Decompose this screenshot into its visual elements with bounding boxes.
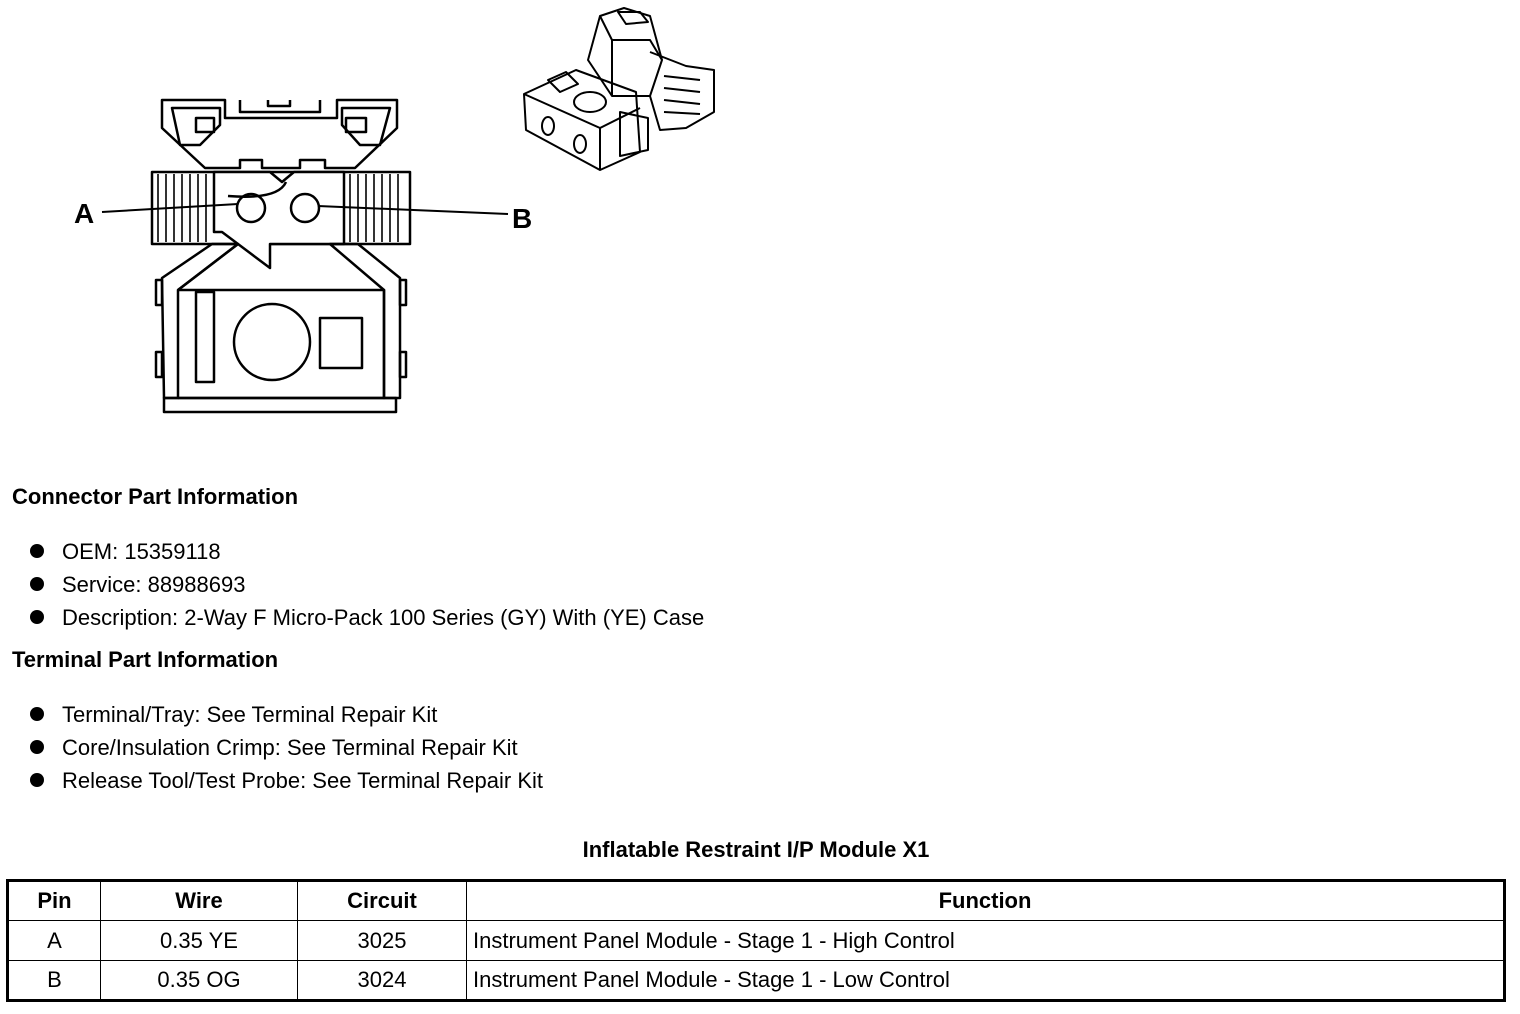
list-item: Terminal/Tray: See Terminal Repair Kit — [30, 698, 543, 731]
cell-function: Instrument Panel Module - Stage 1 - Low Control — [467, 961, 1505, 1001]
list-item: Service: 88988693 — [30, 568, 704, 601]
bullet-icon — [30, 610, 44, 624]
bullet-icon — [30, 773, 44, 787]
connector-diagram — [0, 0, 760, 440]
connector-part-heading: Connector Part Information — [12, 484, 299, 509]
pinout-table — [6, 879, 1506, 1002]
cell-wire: 0.35 YE — [101, 921, 298, 961]
connector-part-list — [30, 535, 704, 634]
table-header-row — [8, 881, 1505, 921]
header-wire: Wire — [101, 881, 298, 921]
list-item: Core/Insulation Crimp: See Terminal Repair Kit — [30, 731, 543, 764]
pin-b-callout: B — [512, 203, 533, 234]
cell-wire: 0.35 OG — [101, 961, 298, 1001]
connector-face-view — [102, 100, 508, 412]
header-function: Function — [467, 881, 1505, 921]
connector-iso-view — [524, 8, 714, 170]
pin-a-callout: A — [74, 198, 95, 229]
table-row — [8, 921, 1505, 961]
list-item: Description: 2-Way F Micro-Pack 100 Series (GY) With (YE) Case — [30, 601, 704, 634]
terminal-part-list — [30, 698, 543, 797]
bullet-icon — [30, 577, 44, 591]
cell-circuit: 3025 — [298, 921, 467, 961]
table-title: Inflatable Restraint I/P Module X1 — [582, 837, 930, 862]
cell-function: Instrument Panel Module - Stage 1 - High Control — [467, 921, 1505, 961]
list-item: Release Tool/Test Probe: See Terminal Repair Kit — [30, 764, 543, 797]
cell-circuit: 3024 — [298, 961, 467, 1001]
cell-pin: B — [8, 961, 101, 1001]
table-row — [8, 961, 1505, 1001]
header-pin: Pin — [8, 881, 101, 921]
bullet-icon — [30, 707, 44, 721]
terminal-part-heading: Terminal Part Information — [12, 647, 279, 672]
cell-pin: A — [8, 921, 101, 961]
list-item: OEM: 15359118 — [30, 535, 704, 568]
bullet-icon — [30, 740, 44, 754]
bullet-icon — [30, 544, 44, 558]
header-circuit: Circuit — [298, 881, 467, 921]
